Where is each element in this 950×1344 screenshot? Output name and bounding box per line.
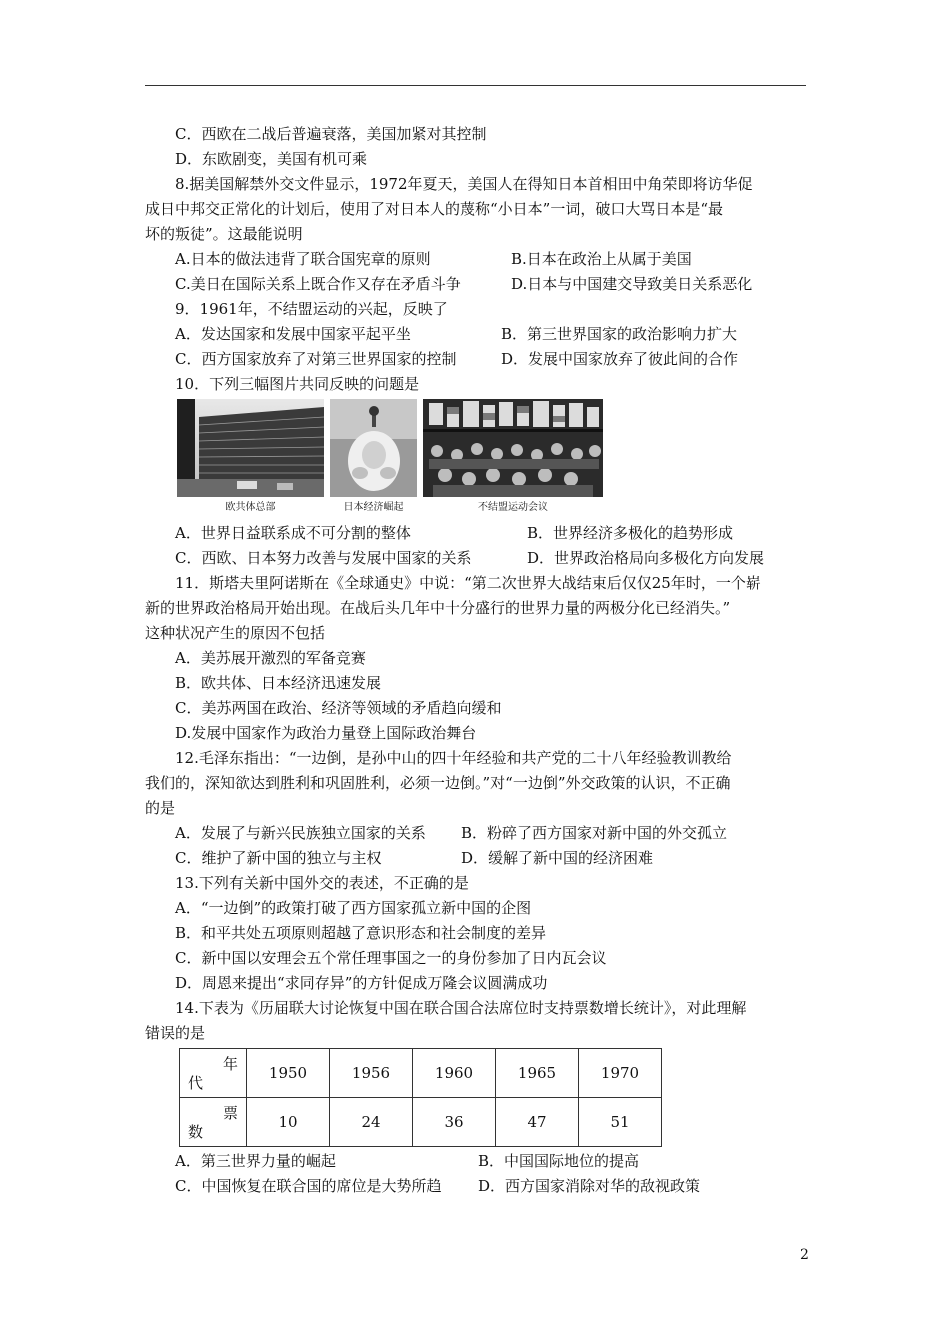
text-line: 8.据美国解禁外交文件显示，1972年夏天，美国人在得知日本首相田中角荣即将访华促	[175, 175, 753, 193]
option-row	[145, 247, 806, 272]
text-line: 坏的叛徒”。这最能说明	[145, 225, 303, 243]
building-photo-icon	[177, 399, 324, 497]
option-text: C．西方国家放弃了对第三世界国家的控制	[175, 350, 457, 368]
sculpture-photo-icon	[330, 399, 417, 497]
text-line: D.发展中国家作为政治力量登上国际政治舞台	[175, 724, 477, 742]
votes-cell: 47	[496, 1098, 579, 1147]
year-cell: 1970	[579, 1049, 662, 1098]
year-header-cell: 年 代	[180, 1049, 247, 1098]
photo-caption: 欧共体总部	[225, 502, 276, 513]
year-cell: 1956	[330, 1049, 413, 1098]
text-line: 14.下表为《历届联大讨论恢复中国在联合国合法席位时支持票数增长统计》，对此理解	[175, 999, 747, 1017]
option-row	[145, 1174, 806, 1199]
text-line: A．“一边倒”的政策打破了西方国家孤立新中国的企图	[175, 899, 532, 917]
conference-photo-icon	[423, 399, 603, 497]
photo-ec-headquarters	[177, 399, 324, 515]
section-q12	[145, 746, 806, 821]
text-line: D．东欧剧变，美国有机可乘	[175, 150, 368, 168]
option-text: D.日本与中国建交导致美日关系恶化	[511, 275, 753, 293]
option-text: C.美日在国际关系上既合作又存在矛盾斗争	[175, 275, 461, 293]
text-line: 的是	[145, 799, 176, 817]
table-row	[180, 1049, 662, 1098]
photo-nonaligned-conference	[423, 399, 603, 515]
text-line: 这种状况产生的原因不包括	[145, 624, 326, 642]
text-line: 11．斯塔夫里阿诺斯在《全球通史》中说：“第二次世界大战结束后仅仅25年时，一个崭	[175, 574, 761, 592]
option-text: D．世界政治格局向多极化方向发展	[527, 549, 765, 567]
votes-cell: 36	[413, 1098, 496, 1147]
section-q7-q8	[145, 122, 806, 247]
q8-options	[145, 247, 806, 297]
option-text: B．中国国际地位的提高	[478, 1152, 640, 1170]
year-cell: 1950	[247, 1049, 330, 1098]
text-line: 成日中邦交正常化的计划后，使用了对日本人的蔑称“小日本”一词，破口大骂日本是“最	[145, 200, 724, 218]
option-row	[145, 1149, 806, 1174]
q10-photos	[177, 399, 806, 515]
q14-options	[145, 1149, 806, 1199]
option-text: C．西欧、日本努力改善与发展中国家的关系	[175, 549, 472, 567]
option-row	[145, 846, 806, 871]
text-line: C．新中国以安理会五个常任理事国之一的身份参加了日内瓦会议	[175, 949, 607, 967]
q12-options	[145, 821, 806, 871]
photo-japan-economy	[330, 399, 417, 515]
text-line: A．美苏展开激烈的军备竞赛	[175, 649, 366, 667]
photo-caption: 不结盟运动会议	[478, 502, 548, 513]
text-line: 我们的，深知欲达到胜利和巩固胜利，必须一边倒。”对“一边倒”外交政策的认识，不正确	[145, 774, 731, 792]
votes-table	[179, 1048, 662, 1147]
year-cell: 1960	[413, 1049, 496, 1098]
text-line: 错误的是	[145, 1024, 206, 1042]
option-text: A.日本的做法违背了联合国宪章的原则	[175, 250, 431, 268]
document-body	[145, 122, 806, 1199]
text-line: 12.毛泽东指出：“一边倒，是孙中山的四十年经验和共产党的二十八年经验教训教给	[175, 749, 732, 767]
year-cell: 1965	[496, 1049, 579, 1098]
votes-cell: 51	[579, 1098, 662, 1147]
option-row	[145, 272, 806, 297]
section-q13	[145, 871, 806, 996]
option-text: B．第三世界国家的政治影响力扩大	[501, 325, 738, 343]
option-text: D．缓解了新中国的经济困难	[461, 849, 654, 867]
q9-options	[145, 322, 806, 372]
option-row	[145, 546, 806, 571]
option-row	[145, 347, 806, 372]
section-q11	[145, 571, 806, 746]
text-line: C．西欧在二战后普遍衰落，美国加紧对其控制	[175, 125, 487, 143]
votes-cell: 24	[330, 1098, 413, 1147]
text-line: B．和平共处五项原则超越了意识形态和社会制度的差异	[175, 924, 547, 942]
photo-caption: 日本经济崛起	[343, 502, 404, 513]
page-number: 2	[800, 1247, 809, 1263]
option-row	[145, 821, 806, 846]
votes-cell: 10	[247, 1098, 330, 1147]
option-row	[145, 521, 806, 546]
option-text: D．发展中国家放弃了彼此间的合作	[501, 350, 739, 368]
option-text: A．世界日益联系成不可分割的整体	[175, 524, 411, 542]
option-text: D．西方国家消除对华的敌视政策	[478, 1177, 701, 1195]
option-text: A．发达国家和发展中国家平起平坐	[175, 325, 411, 343]
option-text: B.日本在政治上从属于美国	[511, 250, 692, 268]
text-line: D．周恩来提出“求同存异”的方针促成万隆会议圆满成功	[175, 974, 548, 992]
votes-header-cell: 票 数	[180, 1098, 247, 1147]
option-text: A．第三世界力量的崛起	[175, 1152, 336, 1170]
option-text: C．维护了新中国的独立与主权	[175, 849, 382, 867]
table-row	[180, 1098, 662, 1147]
text-line: B．欧共体、日本经济迅速发展	[175, 674, 382, 692]
option-text: C．中国恢复在联合国的席位是大势所趋	[175, 1177, 442, 1195]
q9-stem: 9．1961年，不结盟运动的兴起，反映了	[175, 300, 448, 318]
text-line: 新的世界政治格局开始出现。在战后头几年中十分盛行的世界力量的两极分化已经消失。”	[145, 599, 731, 617]
header-rule	[145, 85, 806, 86]
option-text: A．发展了与新兴民族独立国家的关系	[175, 824, 426, 842]
option-text: B．世界经济多极化的趋势形成	[527, 524, 734, 542]
q10-options	[145, 521, 806, 571]
q10-stem: 10．下列三幅图片共同反映的问题是	[175, 375, 420, 393]
option-text: B．粉碎了西方国家对新中国的外交孤立	[461, 824, 728, 842]
text-line: C．美苏两国在政治、经济等领域的矛盾趋向缓和	[175, 699, 502, 717]
section-q14	[145, 996, 806, 1046]
option-row	[145, 322, 806, 347]
text-line: 13.下列有关新中国外交的表述，不正确的是	[175, 874, 469, 892]
